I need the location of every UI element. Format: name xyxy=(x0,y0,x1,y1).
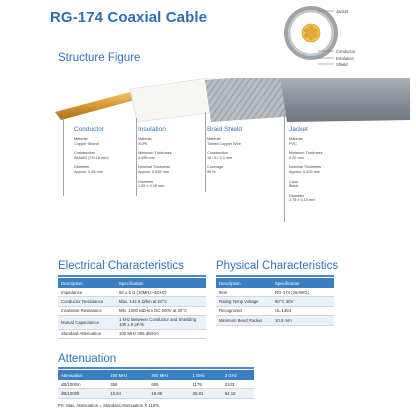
braid-construction-value: 16 / 5 / 0.1 mm xyxy=(207,155,233,160)
insulation-nominal-thickness-label: Nominal Thickness xyxy=(138,165,171,170)
physical-header-specification: Specification xyxy=(272,278,334,288)
cable-illustration xyxy=(55,78,410,128)
table-cell: Insulation Resistance xyxy=(58,306,116,315)
braid-coverage-label: Coverage xyxy=(207,165,224,170)
braid-material-value: Tinned Copper Wire xyxy=(207,141,241,146)
conductor-callout-line xyxy=(63,118,64,196)
table-cell: dB/1000ft xyxy=(58,389,107,398)
table-row xyxy=(216,297,334,306)
table-cell: Min. 1000 MΩ-km DC 500V at 20°C xyxy=(116,306,206,315)
table-row xyxy=(58,380,254,389)
insulation-block xyxy=(138,126,171,189)
table-cell: 50 ± 5 Ω (10MHz~3GHz) xyxy=(116,288,206,297)
table-cell: 10.94 xyxy=(107,389,148,398)
jacket-color-value: Black xyxy=(289,184,299,189)
label-conductor: Conductor xyxy=(336,49,356,54)
jacket-details xyxy=(289,137,322,203)
jacket-title: Jacket xyxy=(289,126,308,133)
conductor-diameter-label: Diameter xyxy=(74,165,90,170)
jacket-color-label: Color xyxy=(289,179,299,184)
label-jacket: Jacket xyxy=(336,9,349,14)
conductor-diameter-value: Approx. 0.48 mm xyxy=(74,169,103,174)
table-cell: 19.96 xyxy=(148,389,189,398)
table-row xyxy=(58,297,206,306)
insulation-title: Insulation xyxy=(138,126,166,133)
table-cell: UL 1354 xyxy=(272,306,334,315)
physical-divider xyxy=(216,275,334,277)
attenuation-title: Attenuation xyxy=(58,353,117,365)
conductor-block xyxy=(74,126,109,175)
attenuation-header: 400 MHz xyxy=(148,370,189,380)
table-cell: Impedance xyxy=(58,288,116,297)
attenuation-table xyxy=(58,370,254,399)
table-cell: RG-174 (26AWG) xyxy=(272,288,334,297)
electrical-header-specification: Specification xyxy=(116,278,206,288)
insulation-min-thickness-label: Minimum Thickness xyxy=(138,151,172,156)
physical-header-description: Description xyxy=(216,278,272,288)
table-cell: dB/1000m xyxy=(58,380,107,389)
table-cell: Recognized xyxy=(216,306,272,315)
table-cell: 1 kHz Between Conductor and Shielding 100 ± 8 pF/m xyxy=(116,316,206,329)
table-cell: 80°C 30V xyxy=(272,297,334,306)
table-row xyxy=(216,306,334,315)
conductor-title: Conductor xyxy=(74,126,104,133)
jacket-min-thickness-value: 0.22 mm xyxy=(289,155,304,160)
table-cell: Minimum Bend Radius xyxy=(216,316,272,325)
table-cell: 64.10 xyxy=(222,389,254,398)
jacket-diameter-value: 2.75 ± 0.10 mm xyxy=(289,198,316,203)
insulation-diameter-label: Diameter xyxy=(138,179,154,184)
table-row xyxy=(216,316,334,325)
braid-construction-label: Construction xyxy=(207,151,229,156)
insulation-diameter-value: 1.55 ± 0.05 mm xyxy=(138,184,165,189)
electrical-table xyxy=(58,278,206,339)
attenuation-note: PS: Max. Attenuation = Standard Attenuation X 115% xyxy=(58,403,160,408)
table-cell: 10.5 mm xyxy=(272,316,334,325)
label-insulation: Insulation xyxy=(336,56,354,61)
table-row xyxy=(58,316,206,329)
insulation-material-label: Material xyxy=(138,137,152,141)
attenuation-header: Attenuation xyxy=(58,370,107,380)
table-cell: 35.81 xyxy=(189,389,221,398)
table-cell: Mutual Capacitance xyxy=(58,316,116,329)
attenuation-divider xyxy=(58,367,254,369)
jacket-callout-line xyxy=(284,112,285,222)
table-row xyxy=(58,389,254,398)
table-cell: Conductor Resistance xyxy=(58,297,116,306)
electrical-title: Electrical Characteristics xyxy=(58,260,184,272)
braid-title: Braid Shield xyxy=(207,126,243,133)
conductor-construction-label: Construction xyxy=(74,151,96,156)
insulation-min-thickness-value: 0.455 mm xyxy=(138,155,155,160)
braid-material-label: Material xyxy=(207,137,221,141)
conductor-material-label: Material xyxy=(74,137,88,141)
conductor-material-value: Copper Strand xyxy=(74,141,99,146)
table-row xyxy=(58,306,206,315)
jacket-block xyxy=(289,126,322,203)
attenuation-header: 100 MHz xyxy=(107,370,148,380)
table-row xyxy=(216,288,334,297)
jacket-material-value: PVC xyxy=(289,141,297,146)
jacket-nominal-thickness-label: Nominal Thickness xyxy=(289,165,322,170)
conductor-details xyxy=(74,137,109,175)
jacket-material-label: Material xyxy=(289,137,303,141)
jacket-min-thickness-label: Minimum Thickness xyxy=(289,151,323,156)
braid-coverage-value: 95 % xyxy=(207,169,216,174)
insulation-callout-line xyxy=(136,118,137,196)
electrical-header-description: Description xyxy=(58,278,116,288)
table-cell: 100 MHz 359 dB/Km xyxy=(116,329,206,338)
table-cell: 359 xyxy=(107,380,148,389)
table-cell: 655 xyxy=(148,380,189,389)
jacket-diameter-label: Diameter xyxy=(289,193,305,198)
braid-block xyxy=(207,126,242,175)
insulation-details xyxy=(138,137,171,189)
electrical-divider xyxy=(58,275,206,277)
physical-title: Physical Characteristics xyxy=(216,260,339,272)
table-cell: Max. 142.6 Ω/km at 20°C xyxy=(116,297,206,306)
table-cell: Standard Attenuation xyxy=(58,329,116,338)
table-cell: 1175 xyxy=(189,380,221,389)
attenuation-header: 1 GHz xyxy=(189,370,221,380)
insulation-material-value: XLPE xyxy=(138,141,148,146)
page-title: RG-174 Coaxial Cable xyxy=(50,9,208,26)
attenuation-header: 3 GHz xyxy=(222,370,254,380)
physical-table xyxy=(216,278,334,326)
structure-title: Structure Figure xyxy=(58,52,141,64)
table-row xyxy=(58,288,206,297)
conductor-construction-value: 26AWG (7/0.16 mm) xyxy=(74,155,109,160)
jacket-nominal-thickness-value: Approx. 0.325 mm xyxy=(289,169,321,174)
braid-callout-line xyxy=(205,112,206,192)
cross-section-leader-lines xyxy=(318,8,338,66)
table-cell: Item xyxy=(216,288,272,297)
table-cell: Rating Temp Voltage xyxy=(216,297,272,306)
braid-details xyxy=(207,137,242,175)
table-row xyxy=(58,329,206,338)
label-shield: Shield xyxy=(336,62,348,67)
table-cell: 2103 xyxy=(222,380,254,389)
insulation-nominal-thickness-value: Approx. 0.535 mm xyxy=(138,169,170,174)
